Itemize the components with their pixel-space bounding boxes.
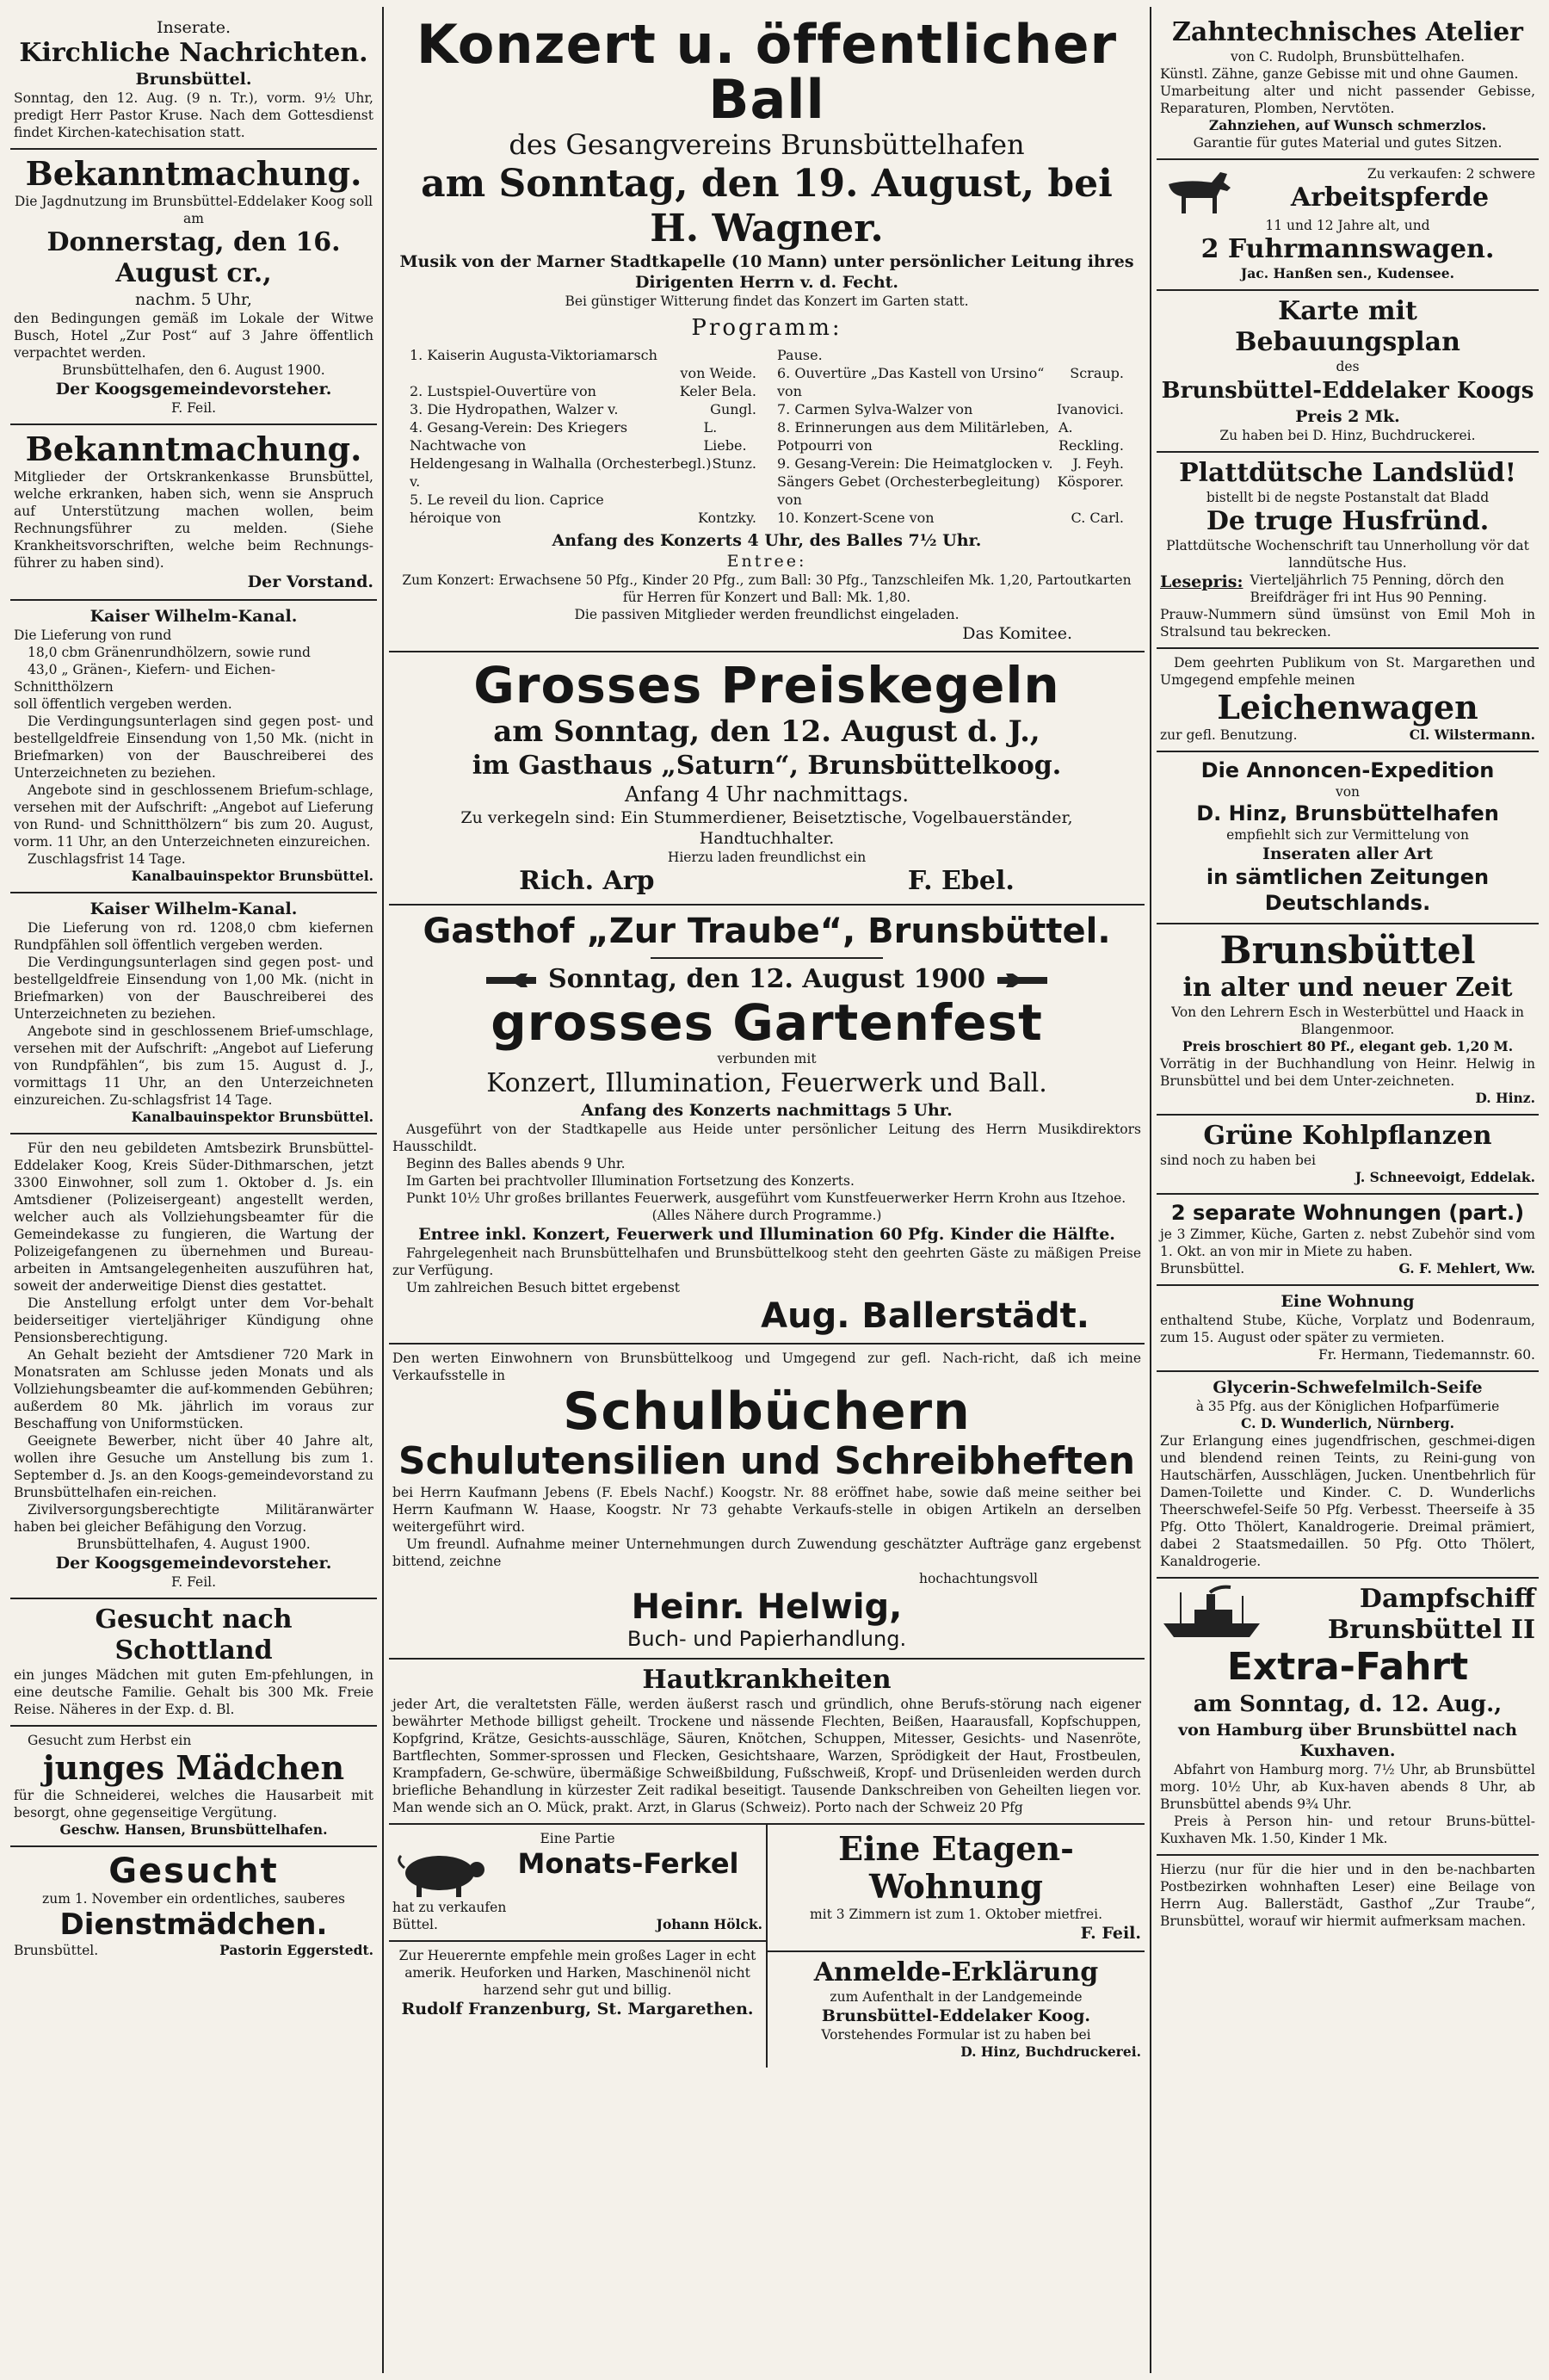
ad-dampfschiff: Dampfschiff Brunsbüttel II Extra-Fahrt am Sonntag, d. 12. Aug., von Hamburg über Brunsbüttel nach Kuxhaven. Abfahrt von Hamburg morg. 7½ Uhr, ab Brunsbüttel morg. 10½ Uhr, ab Kux-haven abends 8 Uhr, ab Brunsbüttel abends 9¾ Uhr. Preis à Person hin- und retour Bruns-büttel-Kuxhaven Mk. 1.50, Kinder 1 Mk. — [1157, 1579, 1539, 1856]
column-right — [1157, 12, 1539, 1937]
ad-title: Gasthof „Zur Traube“, Brunsbüttel. — [423, 912, 1111, 951]
ad-kirchliche-nachrichten: Inserate. Kirchliche Nachrichten. Brunsbüttel. Sonntag, den 12. Aug. (9 n. Tr.), vorm. 9½ Uhr, predigt Herr Pastor Kruse. Nach dem Gottesdienst findet Kirchen-katechisation statt. — [10, 12, 377, 150]
program-item: 5. Le reveil du lion. Caprice — [410, 491, 604, 508]
ad-title: Gesucht nach Schottland — [95, 1604, 293, 1666]
ad-title: Kirchliche Nachrichten. — [19, 38, 368, 68]
ad-title: Zahntechnisches Atelier — [1172, 17, 1523, 47]
ad-heuforken: Zur Heuerernte empfehle mein großes Lager in echt amerik. Heuforken und Harken, Maschinenöl nicht harzend sehr gut und billig. Rudolf Franzenburg, St. Margarethen. — [398, 1948, 756, 2018]
horse-icon — [1160, 165, 1237, 217]
pointing-hand-icon — [484, 973, 540, 988]
ad-schulbuecher: Den werten Einwohnern von Brunsbüttelkoog und Umgegend zur gefl. Nach-richt, daß ich meine Verkaufsstelle in Schulbüchern Schulutensilien und Schreibheften bei Herrn Kaufmann Jebens (F. Ebels Nachf.) Koogstr. Nr. 88 eröffnet habe, sowie daß meine seither bei Herrn Kaufmann W. Haase, Koogstr. Nr 73 gehabte Verkaufs-stelle in obigen Artikeln an derselben weitergeführt wird. Um freundl. Aufnahme meiner Unternehmungen durch Zuwendung geschätzter Aufträge ganz ergebenst bittend, zeichne hochachtungsvoll Heinr. Helwig, Buch- und Papierhandlung. — [389, 1345, 1145, 1660]
ad-zur-traube: Gasthof „Zur Traube“, Brunsbüttel. Sonntag, den 12. August 1900 grosses Gartenfest verbunden mit Konzert, Illumination, Feuerwerk und Ball. Anfang des Konzerts nachmittags 5 Uhr. Ausgeführt von der Stadtkapelle aus Heide unter persönlicher Leitung des Herrn Musikdirektors Hausschildt. Beginn des Balles abends 9 Uhr. Im Garten bei prachtvoller Illumination Fortsetzung des Konzerts. Punkt 10½ Uhr großes brillantes Feuerwerk, ausgeführt vom Kunstfeuerwerker Herrn Krohn aus Itzehoe. (Alles Nähere durch Programme.) Entree inkl. Konzert, Feuerwerk und Illumination 60 Pfg. Kinder die Hälfte. Fahrgelegenheit nach Brunsbüttelhafen und Brunsbüttelkoog steht den geehrten Gäste zu mäßigen Preise zur Verfügung. Um zahlreichen Besuch bittet ergebenst Aug. Ballerstädt. — [389, 906, 1145, 1345]
ad-title: Kaiser Wilhelm-Kanal. — [89, 607, 298, 626]
ad-anmelde-erklaerung: Anmelde-Erklärung zum Aufenthalt in der Landgemeinde Brunsbüttel-Eddelaker Koog. Vorstehendes Formular ist zu haben bei D. Hinz, Buchdruckerei. — [768, 1952, 1145, 2068]
program-item: Heldengesang in Walhalla (Orchesterbegl.) v. Stunz. — [410, 455, 756, 490]
ad-title: Bekanntmachung. — [25, 154, 362, 193]
program-item: 6. Ouvertüre „Das Kastell von Ursino“ von Scraup. — [777, 365, 1124, 399]
program-item: 8. Erinnerungen aus dem Militärleben, Potpourri von A. Reckling. — [777, 419, 1125, 454]
ad-separate-wohnungen: 2 separate Wohnungen (part.) je 3 Zimmer, Küche, Garten z. nebst Zubehör sind vom 1. Okt. an von mir in Miete zu haben. Brunsbüttel. G. F. Mehlert, Ww. — [1157, 1195, 1539, 1286]
ad-kanal-rundhoelzer: Kaiser Wilhelm-Kanal. Die Lieferung von rund 18,0 cbm Gränenrundhölzern, sowie rund 43,0 „ Gränen-, Kiefern- und Eichen-Schnitthölzern soll öffentlich vergeben werden. Die Verdingungsunterlagen sind gegen post- und bestellgeldfreie Einsendung von 1,50 Mk. (nicht in Briefmarken) von der Bauschreiberei des Unterzeichneten zu beziehen. Angebote sind in geschlossenem Briefum-schlage, versehen mit der Aufschrift: „Angebot auf Lieferung von Rund- und Schnitthölzern“ bis zum 20. August, vorm. 11 Uhr, an den Unterzeichneten einzureichen. Zuschlagsfrist 14 Tage. Kanalbauinspektor Brunsbüttel. — [10, 601, 377, 893]
ad-karte-bebauungsplan: Karte mit Bebauungsplan des Brunsbüttel-Eddelaker Koogs Preis 2 Mk. Zu haben bei D. Hinz, Buchdruckerei. — [1157, 291, 1539, 453]
pig-icon — [392, 1847, 487, 1899]
column-left — [10, 12, 377, 1966]
ad-konzert-ball: Konzert u. öffentlicher Ball des Gesangvereins Brunsbüttelhafen am Sonntag, den 19. August, bei H. Wagner. Musik von der Marner Stadtkapelle (10 Mann) unter persönlicher Leitung ihres Dirigenten Herrn v. d. Fecht. Bei günstiger Witterung findet das Konzert im Garten statt. Programm: 1. Kaiserin Augusta-Viktoriamarsch von Weide. 2. Lustspiel-Ouvertüre von Keler Bela. 3. Die Hydropathen, Walzer v. Gungl. 4. Gesang-Verein: Des Kriegers Nachtwache von L. Liebe. Heldengesang in Walhalla (Orchesterbegl.) v. Stunz. 5. Le reveil du lion. Caprice héroique von Kontzky. Pause. 6. Ouvertüre „Das Kastell von Ursino“ von Scraup. 7. Carmen Sylva-Walzer von Ivanovici. 8. Erinnerungen aus dem Militärleben, Potpourri von A. Reckling. 9. Gesang-Verein: Die Heimatglocken v. J. Feyh. Sängers Gebet (Orchesterbegleitung) von Kösporer. 10. Konzert-Scene von C. Carl. Anfang des Konzerts 4 Uhr, des Balles 7½ Uhr. Entree: Zum Konzert: Erwachsene 50 Pfg., Kinder 20 Pfg., zum Ball: 30 Pfg., Tanzschleifen Mk. 1,20, Partoutkarten für Herren für Konzert und Ball: Mk. 1,80. Die passiven Mitglieder werden freundlichst eingeladen. Das Komitee. — [389, 12, 1145, 652]
ad-beilage-hinweis: Hierzu (nur für die hier und in den be-nachbarten Postbezirken wohnhaften Leser) eine Beilage von Herrn Aug. Ballerstädt, Gasthof „Zur Traube“, Brunsbüttel, worauf wir hiermit aufmerksam machen. — [1160, 1862, 1535, 1929]
ad-title: Hautkrankheiten — [642, 1665, 892, 1695]
ad-title: Grosses Preiskegeln — [473, 656, 1060, 714]
section-heading: Inserate. — [156, 18, 231, 37]
program-item: 1. Kaiserin Augusta-Viktoriamarsch — [410, 347, 657, 363]
ad-kohlpflanzen: Grüne Kohlpflanzen sind noch zu haben bei J. Schneevoigt, Eddelak. — [1157, 1116, 1539, 1195]
column-middle — [389, 12, 1145, 2068]
ad-kanal-rundpfaehle: Kaiser Wilhelm-Kanal. Die Lieferung von rd. 1208,0 cbm kiefernen Rundpfählen soll öffentlich vergeben werden. Die Verdingungsunterlagen sind gegen post- und bestellgeldfreie Einsendung von 1,00 Mk. (nicht in Briefmarken) von der Bauschreiberei des Unterzeichneten zu beziehen. Angebote sind in geschlossenem Brief-umschlage, versehen mit der Aufschrift: „Angebot auf Lieferung von Rundpfählen“, bis zum 15. August d. J., vormittags 11 Uhr, an den Unterzeichneten einzureichen. Zu-schlagsfrist 14 Tage. Kanalbauinspektor Brunsbüttel. — [10, 893, 377, 1134]
ad-title: Anmelde-Erklärung — [813, 1957, 1099, 1987]
program-item: 3. Die Hydropathen, Walzer v. Gungl. — [410, 401, 756, 417]
ad-eine-wohnung: Eine Wohnung enthaltend Stube, Küche, Vorplatz und Bodenraum, zum 15. August oder später zu vermieten. Fr. Hermann, Tiedemannstr. 60. — [1157, 1286, 1539, 1372]
ad-title: Konzert u. öffentlicher Ball — [416, 13, 1118, 131]
ad-title: Kaiser Wilhelm-Kanal. — [89, 899, 298, 918]
program-item: 2. Lustspiel-Ouvertüre von Keler Bela. — [410, 383, 756, 399]
ad-junges-maedchen: Gesucht zum Herbst ein junges Mädchen für die Schneiderei, welches die Hausarbeit mit besorgt, ohne gegenseitige Vergütung. Geschw. Hansen, Brunsbüttelhafen. — [10, 1727, 377, 1847]
ad-amtsdiener: Für den neu gebildeten Amtsbezirk Brunsbüttel-Eddelaker Koog, Kreis Süder-Dithmarschen, jetzt 3300 Einwohner, soll zum 1. Oktober d. Js. ein Amtsdiener (Polizeisergeant) angestellt werden, welcher auch als Vollziehungsbeamter für die Gemeindekasse zu fungieren, die Wartung der Polizeigefangenen zu übernehmen und Bureau-arbeiten in Amtsangelegenheiten auszuführen hat, soweit der anderweitige Dienst dies gestattet. Die Anstellung erfolgt unter dem Vor-behalt beiderseitiger vierteljähriger Kündigung ohne Pensionsberechtigung. An Gehalt bezieht der Amtsdiener 720 Mark in Monatsraten am Schlusse jeden Monats und als Vollziehungsbeamter die auf-kommenden Gebühren; außerdem 80 Mk. jährlich im voraus zur Beschaffung von Uniformstücken. Geeignete Bewerber, nicht über 40 Jahre alt, wollen ihre Gesuche um Anstellung bis zum 1. September d. Js. an den Koogs-gemeindevorstand zu Brunsbüttelhafen ein-reichen. Zivilversorgungsberechtigte Militäranwärter haben bei gleicher Befähigung den Vorzug. Brunsbüttelhafen, 4. August 1900. Der Koogsgemeindevorsteher. F. Feil. — [10, 1134, 377, 1599]
ad-title: Bekanntmachung. — [25, 430, 362, 468]
column-rule — [1150, 7, 1151, 2373]
steamship-icon — [1160, 1584, 1263, 1646]
ad-annoncen-expedition: Die Annoncen-Expedition von D. Hinz, Brunsbüttelhafen empfiehlt sich zur Vermittelung von Inseraten aller Art in sämtlichen Zeitungen Deutschlands. — [1157, 752, 1539, 924]
program-item: héroique von Kontzky. — [410, 510, 756, 526]
ad-bekanntmachung-jagd: Bekanntmachung. Die Jagdnutzung im Brunsbüttel-Eddelaker Koog soll am Donnerstag, den 16. August cr., nachm. 5 Uhr, den Bedingungen gemäß im Lokale der Witwe Busch, Hotel „Zur Post“ auf 3 Jahre öffentlich verpachtet werden. Brunsbüttelhafen, den 6. August 1900. Der Koogsgemeindevorsteher. F. Feil. — [10, 150, 377, 425]
ad-title: Eine Etagen-Wohnung — [838, 1829, 1074, 1906]
program-item: von Weide. — [680, 365, 756, 381]
ad-hautkrankheiten: Hautkrankheiten jeder Art, die veraltetsten Fälle, werden äußerst rasch und gründlich, ohne Berufs-störung nach eigener bewährter Methode billigst geheilt. Trockene und nässende Flechten, Beißen, Haarausfall, Kopfschuppen, Kopfgrind, Krätze, Gesichts-ausschläge, Säuren, Knötchen, Schuppen, Mitesser, Gesichts- und Nasenröte, Bartflechten, Sommer-sprossen und Flecken, Gesichtshaare, Warzen, Sprödigkeit der Haut, Frostbeulen, Krampfadern, Ge-schwüre, übermäßige Schweißbildung, Fußschweiß, Kropf- und Drüsenleiden werden durch briefliche Behandlung in kürzester Zeit radikal beseitigt. Tausende Dankschreiben von Geheilten liegen vor. Man wende sich an O. Mück, prakt. Arzt, in Glarus (Schweiz). Porto nach der Schweiz 20 Pfg — [389, 1660, 1145, 1825]
ad-brunsbuettel-buch: Brunsbüttel in alter und neuer Zeit Von den Lehrern Esch in Westerbüttel und Haack in Blangenmoor. Preis broschiert 80 Pf., elegant geb. 1,20 M. Vorrätig in der Buchhandlung von Heinr. Helwig in Brunsbüttel und bei dem Unter-zeichneten. D. Hinz. — [1157, 924, 1539, 1116]
program-item: 7. Carmen Sylva-Walzer von Ivanovici. — [777, 401, 1124, 417]
ad-glycerin-seife: Glycerin-Schwefelmilch-Seife à 35 Pfg. aus der Königlichen Hofparfümerie C. D. Wunderlich, Nürnberg. Zur Erlangung eines jugendfrischen, geschmei-digen und blendend reinen Teints, zu Reini-gung von Hautschärfen, Ausschlägen, Jucken. Unentbehrlich für Damen-Toilette und Kinder. C. D. Wunderlichs Theerschwefel-Seife 50 Pfg. Verbesst. Theerseife à 35 Pfg. Otto Thölert, Kanaldrogerie. Dreimal prämiert, dabei 2 Staatsmedaillen. 50 Pfg. Otto Thölert, Kanaldrogerie. — [1157, 1372, 1539, 1579]
ad-dienstmaedchen: Gesucht zum 1. November ein ordentliches, sauberes Dienstmädchen. Brunsbüttel. Pastorin Eggerstedt. — [14, 1851, 373, 1958]
program-list — [392, 346, 1141, 527]
ad-leichenwagen: Dem geehrten Publikum von St. Margarethen und Umgegend empfehle meinen Leichenwagen zur gefl. Benutzung. Cl. Wilstermann. — [1157, 649, 1539, 752]
ad-gesucht-schottland: Gesucht nach Schottland ein junges Mädchen mit guten Em-pfehlungen, in eine deutsche Familie. Gehalt bis 300 Mk. Freie Reise. Näheres in der Exp. d. Bl. — [10, 1599, 377, 1727]
program-item: 9. Gesang-Verein: Die Heimatglocken v. J. Feyh. — [777, 455, 1124, 472]
program-item: 10. Konzert-Scene von C. Carl. — [777, 510, 1124, 526]
ad-plattduetsche: Plattdütsche Landslüd! bistellt bi de negste Postanstalt dat Bladd De truge Husfründ. Plattdütsche Wochenschrift tau Unnerhollung vör dat lanndütsche Hus. Lesepris: Vierteljährlich 75 Penning, dörch den Breifdräger fri int Hus 90 Penning. Prauw-Nummern sünd ümsünst von Emil Moh in Stralsund tau bekrecken. — [1157, 453, 1539, 649]
program-item: Pause. — [777, 347, 823, 363]
pointing-hand-icon — [994, 973, 1049, 988]
program-item: Sängers Gebet (Orchesterbegleitung) von Kösporer. — [777, 473, 1124, 508]
ad-etagen-wohnung: Eine Etagen-Wohnung mit 3 Zimmern ist zum 1. Oktober mietfrei. F. Feil. — [768, 1825, 1145, 1952]
column-rule — [382, 7, 384, 2373]
ad-monats-ferkel: Eine Partie Monats-Ferkel hat zu verkaufen Büttel. Johann Hölck. — [389, 1825, 766, 1942]
ad-title: Gesucht — [108, 1851, 279, 1891]
ad-arbeitspferde: Zu verkaufen: 2 schwere Arbeitspferde 11 und 12 Jahre alt, und 2 Fuhrmannswagen. Jac. Hanßen sen., Kudensee. — [1157, 160, 1539, 291]
ad-preiskegeln: Grosses Preiskegeln am Sonntag, den 12. August d. J., im Gasthaus „Saturn“, Brunsbüttelkoog. Anfang 4 Uhr nachmittags. Zu verkegeln sind: Ein Stummerdiener, Beisetztische, Vogelbauerständer, Handtuchhalter. Hierzu laden freundlichst ein Rich. Arp F. Ebel. — [389, 652, 1145, 906]
ad-zahntechnisches-atelier: Zahntechnisches Atelier von C. Rudolph, Brunsbüttelhafen. Künstl. Zähne, ganze Gebisse mit und ohne Gaumen. Umarbeitung alter und nicht passender Gebisse, Reparaturen, Plomben, Nervtöten. Zahnziehen, auf Wunsch schmerzlos. Garantie für gutes Material und gutes Sitzen. — [1157, 12, 1539, 160]
program-item: 4. Gesang-Verein: Des Kriegers Nachtwache von L. Liebe. — [410, 419, 747, 454]
ad-bekanntmachung-krankenkasse: Bekanntmachung. Mitglieder der Ortskrankenkasse Brunsbüttel, welche erkranken, haben sich, wenn sie Anspruch auf Unterstützung machen wollen, beim Rechnungsführer zu melden. (Siehe Krankheitsvorschriften, welche beim Rechnungs-führer zu haben sind). Der Vorstand. — [10, 425, 377, 601]
